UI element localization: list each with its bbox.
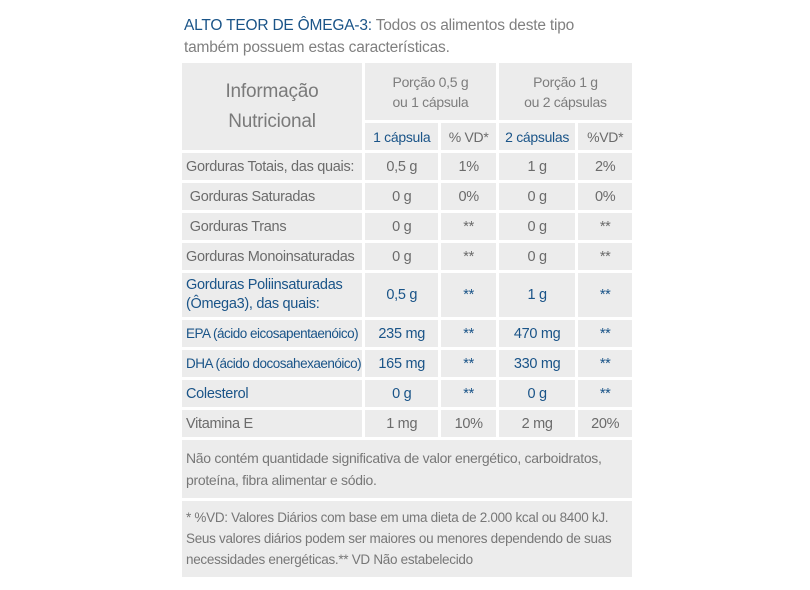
value-1: 0 g (365, 243, 438, 270)
note-nutrients: Não contém quantidade significativa de valor energético, carboidratos, proteína, fibra alimentar e sódio. (182, 440, 632, 498)
row-gorduras-trans (182, 213, 632, 240)
vd-2: ** (578, 320, 632, 347)
nutrition-table (179, 60, 635, 580)
vd-2: 0% (578, 183, 632, 210)
row-label: Gorduras Monoinsaturadas (182, 243, 362, 270)
value-1: 165 mg (365, 350, 438, 377)
value-2: 1 g (499, 273, 575, 317)
value-2: 1 g (499, 153, 575, 180)
vd-1: 1% (441, 153, 495, 180)
row-label: Gorduras Saturadas (182, 183, 362, 210)
vd-1: ** (441, 350, 495, 377)
info-heading: Informação Nutricional (182, 63, 362, 150)
value-2: 330 mg (499, 350, 575, 377)
value-2: 0 g (499, 183, 575, 210)
value-1: 0 g (365, 380, 438, 407)
value-2: 470 mg (499, 320, 575, 347)
header-row-1 (182, 63, 632, 120)
value-1: 0,5 g (365, 153, 438, 180)
vd-2: 20% (578, 410, 632, 437)
intro-text (182, 15, 632, 59)
intro-line-2: também possuem estas características. (184, 39, 450, 56)
value-2: 0 g (499, 380, 575, 407)
note-row-2 (182, 501, 632, 577)
col-header-1-capsule: 1 cápsula (365, 123, 438, 150)
portion-1-heading: Porção 0,5 g ou 1 cápsula (365, 63, 496, 120)
vd-1: 10% (441, 410, 495, 437)
row-gorduras-monoinsaturadas (182, 243, 632, 270)
vd-1: ** (441, 320, 495, 347)
col-header-2-capsules: 2 cápsulas (499, 123, 575, 150)
vd-1: ** (441, 243, 495, 270)
intro-highlight: ALTO TEOR DE ÔMEGA-3: (184, 17, 372, 34)
value-1: 1 mg (365, 410, 438, 437)
row-colesterol (182, 380, 632, 407)
vd-2: ** (578, 243, 632, 270)
row-gorduras-saturadas (182, 183, 632, 210)
vd-2: 2% (578, 153, 632, 180)
intro-line-1: Todos os alimentos deste tipo (371, 17, 575, 34)
nutrition-panel (182, 15, 632, 580)
portion-2-heading: Porção 1 g ou 2 cápsulas (499, 63, 632, 120)
vd-1: ** (441, 380, 495, 407)
row-label: Gorduras Trans (182, 213, 362, 240)
value-2: 0 g (499, 243, 575, 270)
row-gorduras-poliinsaturadas (182, 273, 632, 317)
value-1: 0 g (365, 183, 438, 210)
vd-2: ** (578, 273, 632, 317)
vd-1: ** (441, 213, 495, 240)
value-1: 0,5 g (365, 273, 438, 317)
row-dha (182, 350, 632, 377)
col-header-vd-1: % VD* (441, 123, 495, 150)
col-header-vd-2: %VD* (578, 123, 632, 150)
value-2: 2 mg (499, 410, 575, 437)
row-label: Colesterol (182, 380, 362, 407)
row-epa (182, 320, 632, 347)
value-2: 0 g (499, 213, 575, 240)
value-1: 0 g (365, 213, 438, 240)
vd-2: ** (578, 380, 632, 407)
row-label: EPA (ácido eicosapentaenóico) (182, 320, 362, 347)
row-label: Vitamina E (182, 410, 362, 437)
vd-2: ** (578, 350, 632, 377)
vd-2: ** (578, 213, 632, 240)
value-1: 235 mg (365, 320, 438, 347)
row-label: DHA (ácido docosahexaenóico) (182, 350, 362, 377)
row-vitamina-e (182, 410, 632, 437)
row-label: Gorduras Poliinsaturadas (Ômega3), das quais: (182, 273, 362, 317)
note-daily-values: * %VD: Valores Diários com base em uma dieta de 2.000 kcal ou 8400 kJ. Seus valores diários podem ser maiores ou menores dependendo de suas necessidades energéticas.** VD Não estabelecido (182, 501, 632, 577)
vd-1: 0% (441, 183, 495, 210)
vd-1: ** (441, 273, 495, 317)
note-row-1 (182, 440, 632, 498)
row-gorduras-totais (182, 153, 632, 180)
row-label: Gorduras Totais, das quais: (182, 153, 362, 180)
